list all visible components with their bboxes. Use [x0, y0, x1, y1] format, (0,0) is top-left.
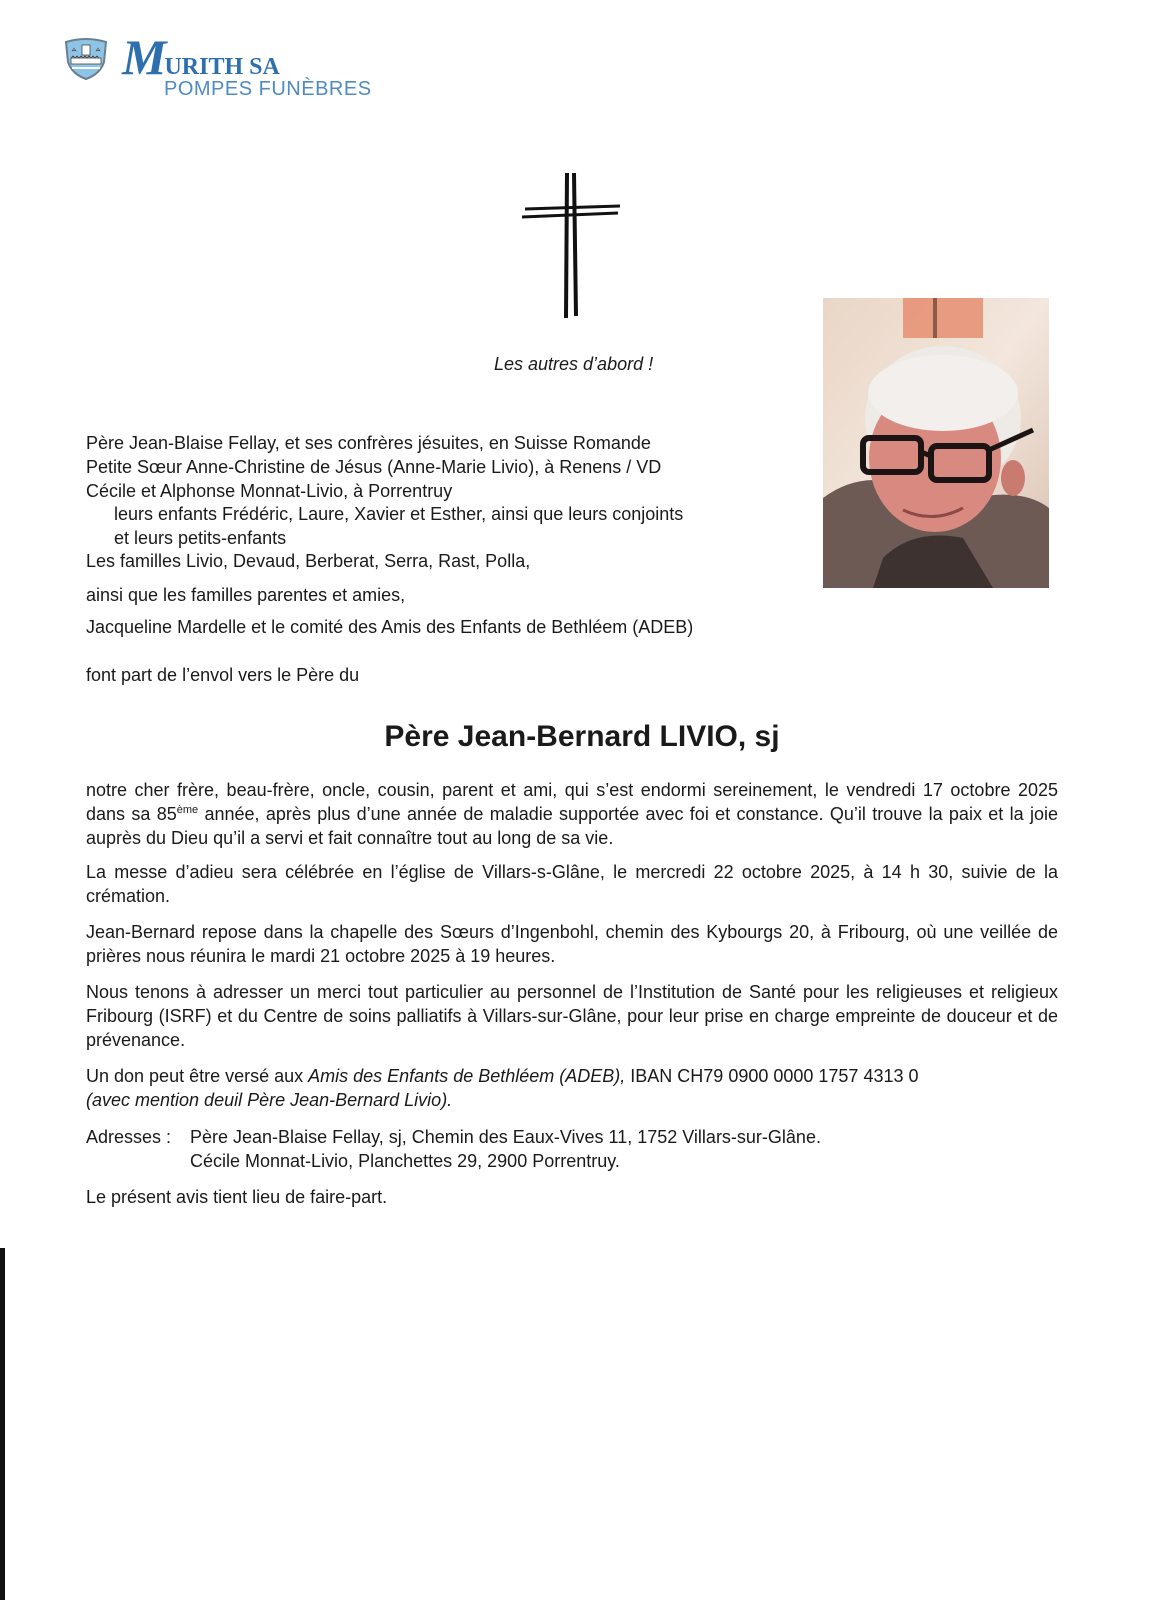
mourner-line: Cécile et Alphonse Monnat-Livio, à Porrentruy	[86, 481, 453, 501]
announcement: font part de l’envol vers le Père du	[86, 665, 360, 685]
coat-of-arms-icon	[64, 38, 108, 80]
paragraph-wake: Jean-Bernard repose dans la chapelle des Sœurs d’Ingenbohl, chemin des Kybourgs 20, à Fribourg, où une veillée de prières nous réunira le mardi 21 octobre 2025 à 19 heures.	[86, 922, 1058, 966]
deceased-name: Père Jean-Bernard LIVIO, sj	[384, 720, 780, 753]
address-line: Père Jean-Blaise Fellay, sj, Chemin des Eaux-Vives 11, 1752 Villars-sur-Glâne.	[190, 1127, 821, 1147]
mourner-line: et leurs petits-enfants	[114, 528, 287, 548]
mourner-line: ainsi que les familles parentes et amies,	[86, 585, 406, 605]
address-line: Cécile Monnat-Livio, Planchettes 29, 2900 Porrentruy.	[190, 1151, 620, 1171]
mourner-line: Petite Sœur Anne-Christine de Jésus (Anne-Marie Livio), à Renens / VD	[86, 457, 662, 477]
brand-name: MURITH SA	[122, 29, 280, 85]
brand-subtitle: POMPES FUNÈBRES	[164, 78, 372, 100]
paragraph-thanks: Nous tenons à adresser un merci tout particulier au personnel de l’Institution de Santé pour les religieuses et religieux Fribourg (ISRF) et du Centre de soins palliatifs à Villars-sur-Glâne, pour leur prise en charge empreinte de douceur et de prévenance.	[86, 982, 1058, 1050]
paragraph-death: notre cher frère, beau-frère, oncle, cousin, parent et ami, qui s’est endormi sereinement, le vendredi 17 octobre 2025 dans sa 85ème année, après plus d’une année de maladie supportée avec foi et constance. Qu’il trouve la paix et la joie auprès du Dieu qu’il a servi et fait connaître tout au long de sa vie.	[86, 780, 1058, 848]
scan-edge	[0, 1248, 5, 1600]
addresses-label: Adresses :	[86, 1127, 172, 1147]
mourner-line: Père Jean-Blaise Fellay, et ses confrères jésuites, en Suisse Romande	[86, 433, 651, 453]
paragraph-donation: Un don peut être versé aux Amis des Enfants de Bethléem (ADEB), IBAN CH79 0900 0000 1757 4313 0 (avec mention deuil Père Jean-Bernard Livio).	[86, 1066, 919, 1110]
closing-note: Le présent avis tient lieu de faire-part.	[86, 1187, 388, 1207]
latin-cross-icon	[522, 173, 622, 318]
paragraph-mass: La messe d’adieu sera célébrée en l’église de Villars-s-Glâne, le mercredi 22 octobre 2025, à 14 h 30, suivie de la crémation.	[86, 862, 1058, 906]
portrait-photo	[823, 298, 1049, 588]
motto: Les autres d’abord !	[494, 354, 654, 374]
mourner-line: Jacqueline Mardelle et le comité des Amis des Enfants de Bethléem (ADEB)	[86, 617, 694, 637]
mourner-line: Les familles Livio, Devaud, Berberat, Serra, Rast, Polla,	[86, 551, 531, 571]
mourner-line: leurs enfants Frédéric, Laure, Xavier et Esther, ainsi que leurs conjoints	[114, 504, 684, 524]
